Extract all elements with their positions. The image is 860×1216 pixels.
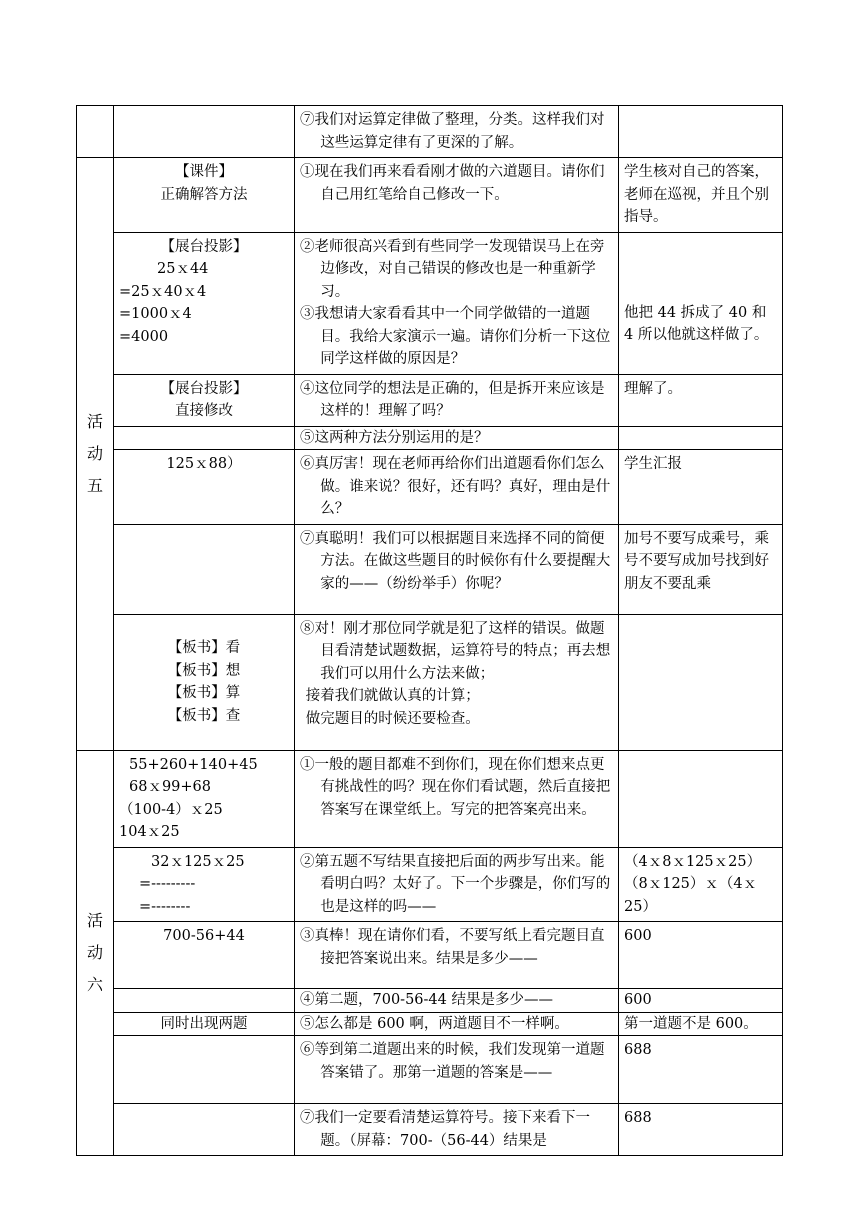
resource-line: （100-4）ｘ25 bbox=[119, 801, 223, 818]
table-row bbox=[77, 1104, 783, 1156]
table-row bbox=[77, 524, 783, 614]
resource-cell bbox=[114, 989, 295, 1013]
table-row bbox=[77, 847, 783, 922]
section-label-activity-5: 活 动 五 bbox=[77, 158, 114, 751]
talk-cell bbox=[295, 922, 619, 989]
note-cell bbox=[619, 426, 783, 450]
note-cell bbox=[619, 614, 783, 750]
talk-paragraph: ⑦我们一定要看清楚运算符号。接下来看下一题。（屏幕：700-（56-44）结果是 bbox=[300, 1110, 590, 1149]
resource-cell bbox=[114, 750, 295, 847]
resource-cell bbox=[114, 524, 295, 614]
note-cell bbox=[619, 750, 783, 847]
resource-line: 同时出现两题 bbox=[160, 1015, 248, 1032]
note-cell: 688 bbox=[619, 1036, 783, 1104]
table-row bbox=[77, 1036, 783, 1104]
talk-cell bbox=[295, 750, 619, 847]
talk-cell bbox=[295, 989, 619, 1013]
resource-line: 25ｘ44 bbox=[157, 261, 209, 277]
resource-line: =--------- bbox=[139, 876, 196, 892]
table-row bbox=[77, 158, 783, 233]
talk-paragraph: ②第五题不写结果直接把后面的两步写出来。能看明白吗？太好了。下一个步骤是，你们写的也是这样的吗—— bbox=[300, 853, 611, 915]
resource-line: 【板书】查 bbox=[167, 707, 241, 724]
talk-paragraph: ⑤这两种方法分别运用的是？ bbox=[300, 429, 489, 446]
table-row bbox=[77, 450, 783, 525]
resource-cell bbox=[114, 1036, 295, 1104]
resource-cell bbox=[114, 426, 295, 450]
table-row bbox=[77, 1012, 783, 1036]
talk-cell bbox=[295, 847, 619, 922]
resource-cell bbox=[114, 922, 295, 989]
talk-paragraph: ②老师很高兴看到有些同学一发现错误马上在旁边修改，对自己错误的修改也是一种重新学习。 bbox=[300, 238, 605, 300]
talk-paragraph: ③我想请大家看看其中一个同学做错的一道题目。我给大家演示一遍。请你们分析一下这位同学这样做的原因是？ bbox=[300, 306, 611, 367]
table-row bbox=[77, 232, 783, 374]
resource-cell bbox=[114, 106, 295, 158]
table-row bbox=[77, 374, 783, 426]
talk-cell bbox=[295, 106, 619, 158]
resource-line: =-------- bbox=[139, 898, 191, 915]
talk-paragraph: ③真棒！现在请你们看，不要写纸上看完题目直接把答案说出来。结果是多少—— bbox=[300, 928, 605, 967]
resource-cell bbox=[114, 232, 295, 374]
resource-line: 【展台投影】 bbox=[160, 238, 248, 255]
note-text: 他把 44 拆成了 40 和 4 所以他就这样做了。 bbox=[624, 304, 769, 343]
note-cell: 理解了。 bbox=[619, 374, 783, 426]
section-cell-empty bbox=[77, 106, 114, 158]
talk-cell bbox=[295, 524, 619, 614]
resource-cell bbox=[114, 374, 295, 426]
resource-line: 【板书】想 bbox=[167, 662, 241, 679]
table-row bbox=[77, 106, 783, 158]
talk-cell bbox=[295, 450, 619, 525]
talk-paragraph: ⑦真聪明！我们可以根据题目来选择不同的简便方法。在做这些题目的时候你有什么要提醒大家的——（纷纷举手）你呢？ bbox=[300, 530, 611, 592]
talk-paragraph: 接着我们就做认真的计算； bbox=[305, 688, 480, 704]
resource-line: 55+260+140+45 bbox=[129, 756, 258, 773]
resource-line: 68ｘ99+68 bbox=[129, 779, 212, 795]
talk-cell bbox=[295, 232, 619, 374]
resource-cell bbox=[114, 847, 295, 922]
resource-cell bbox=[114, 614, 295, 750]
table-row bbox=[77, 922, 783, 989]
talk-paragraph: ④这位同学的想法是正确的，但是拆开来应该是这样的！理解了吗？ bbox=[300, 380, 605, 419]
resource-line: 32ｘ125ｘ25 bbox=[151, 853, 245, 870]
note-cell bbox=[619, 232, 783, 374]
talk-cell bbox=[295, 158, 619, 233]
table-row bbox=[77, 750, 783, 847]
talk-paragraph: ⑦我们对运算定律做了整理，分类。这样我们对这些运算定律有了更深的了解。 bbox=[300, 112, 605, 151]
note-cell bbox=[619, 106, 783, 158]
resource-line: 【课件】 bbox=[175, 164, 233, 180]
resource-line: 104ｘ25 bbox=[119, 824, 180, 840]
talk-cell bbox=[295, 374, 619, 426]
resource-line: 正确解答方法 bbox=[160, 186, 248, 203]
resource-line: 700-56+44 bbox=[163, 928, 245, 944]
note-cell: （4ｘ8ｘ125ｘ25）（8ｘ125）ｘ（4ｘ25） bbox=[619, 847, 783, 922]
talk-cell bbox=[295, 1012, 619, 1036]
note-cell: 600 bbox=[619, 922, 783, 989]
resource-line: 【板书】算 bbox=[167, 685, 241, 701]
resource-cell bbox=[114, 1012, 295, 1036]
resource-line: =4000 bbox=[119, 328, 169, 345]
talk-cell bbox=[295, 1104, 619, 1156]
talk-paragraph: ⑥真厉害！现在老师再给你们出道题看你们怎么做。谁来说？很好，还有吗？真好，理由是什么？ bbox=[300, 456, 611, 517]
talk-cell bbox=[295, 614, 619, 750]
note-cell: 第一道题不是 600。 bbox=[619, 1012, 783, 1036]
resource-line: 125ｘ88） bbox=[166, 456, 242, 472]
table-row bbox=[77, 614, 783, 750]
table-row bbox=[77, 426, 783, 450]
note-cell: 600 bbox=[619, 989, 783, 1013]
talk-paragraph: ①一般的题目都难不到你们，现在你们想来点更有挑战性的吗？现在你们看试题，然后直接把答案写在课堂纸上。写完的把答案亮出来。 bbox=[300, 756, 611, 818]
note-cell: 688 bbox=[619, 1104, 783, 1156]
talk-paragraph: ①现在我们再来看看刚才做的六道题目。请你们自己用红笔给自己修改一下。 bbox=[300, 164, 605, 203]
resource-cell bbox=[114, 450, 295, 525]
talk-paragraph: ⑥等到第二道题出来的时候，我们发现第一道题答案错了。那第一道题的答案是—— bbox=[300, 1042, 605, 1081]
table-row bbox=[77, 989, 783, 1013]
talk-paragraph: ⑧对！刚才那位同学就是犯了这样的错误。做题目看清楚试题数据，运算符号的特点；再去想我们可以用什么方法来做； bbox=[300, 620, 611, 682]
lesson-plan-table bbox=[76, 105, 783, 1156]
section-label-activity-6: 活 动 六 bbox=[77, 750, 114, 1156]
resource-line: =1000ｘ4 bbox=[119, 306, 192, 322]
talk-cell bbox=[295, 1036, 619, 1104]
note-cell: 学生汇报 bbox=[619, 450, 783, 525]
talk-cell bbox=[295, 426, 619, 450]
resource-line: =25ｘ40ｘ4 bbox=[119, 283, 207, 300]
talk-paragraph: 做完题目的时候还要检查。 bbox=[305, 710, 480, 727]
resource-line: 直接修改 bbox=[175, 403, 233, 419]
talk-paragraph: ④第二题，700-56-44 结果是多少—— bbox=[300, 992, 553, 1008]
note-cell: 加号不要写成乘号，乘号不要写成加号找到好朋友不要乱乘 bbox=[619, 524, 783, 614]
resource-cell bbox=[114, 158, 295, 233]
resource-cell bbox=[114, 1104, 295, 1156]
note-cell: 学生核对自己的答案，老师在巡视，并且个别指导。 bbox=[619, 158, 783, 233]
resource-line: 【展台投影】 bbox=[160, 380, 248, 397]
resource-line: 【板书】看 bbox=[167, 640, 241, 656]
talk-paragraph: ⑤怎么都是 600 啊，两道题目不一样啊。 bbox=[300, 1015, 569, 1032]
